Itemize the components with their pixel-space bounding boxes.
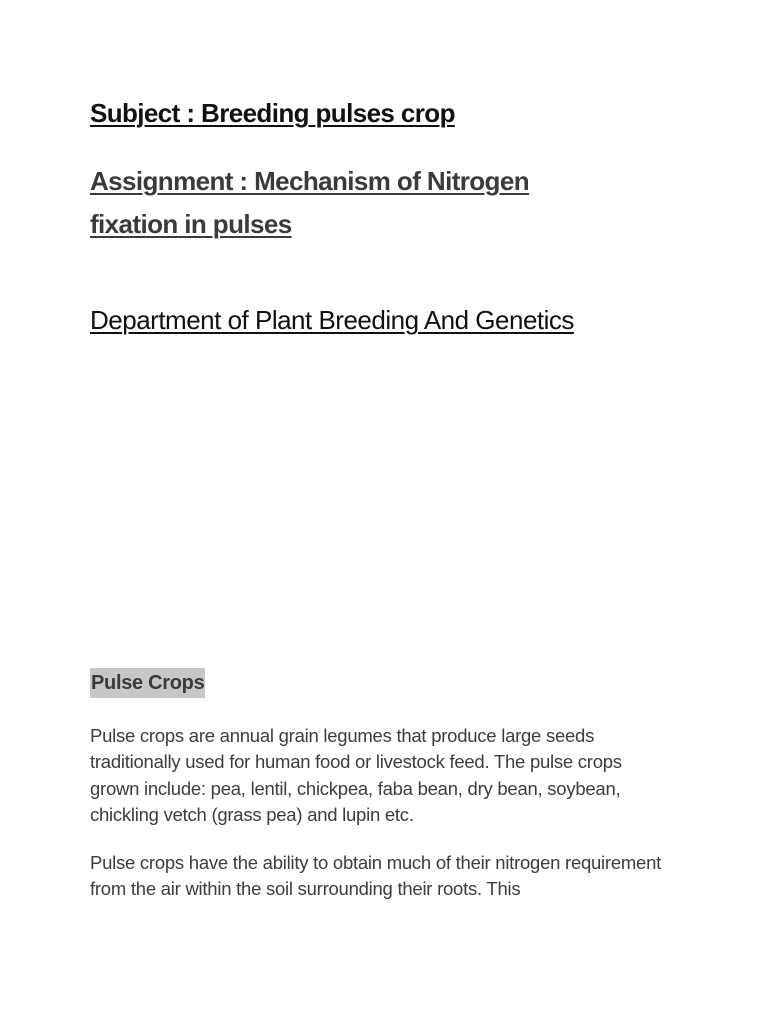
body-paragraph: Pulse crops have the ability to obtain much of their nitrogen requirement from the air within the soil surrounding their roots. This	[90, 852, 661, 900]
body-paragraph: Pulse crops are annual grain legumes that produce large seeds traditionally used for human food or livestock feed. The pulse crops grown include: pea, lentil, chickpea, faba bean, dry bean, soybean, chickling vetch (grass pea) and lupin etc.	[90, 725, 622, 825]
assignment-heading: Assignment : Mechanism of Nitrogen fixation in pulses	[90, 166, 529, 239]
section-heading-pulse-crops: Pulse Crops	[90, 668, 205, 698]
subject-heading: Subject : Breeding pulses crop	[90, 98, 455, 128]
department-heading: Department of Plant Breeding And Genetics	[90, 305, 574, 335]
